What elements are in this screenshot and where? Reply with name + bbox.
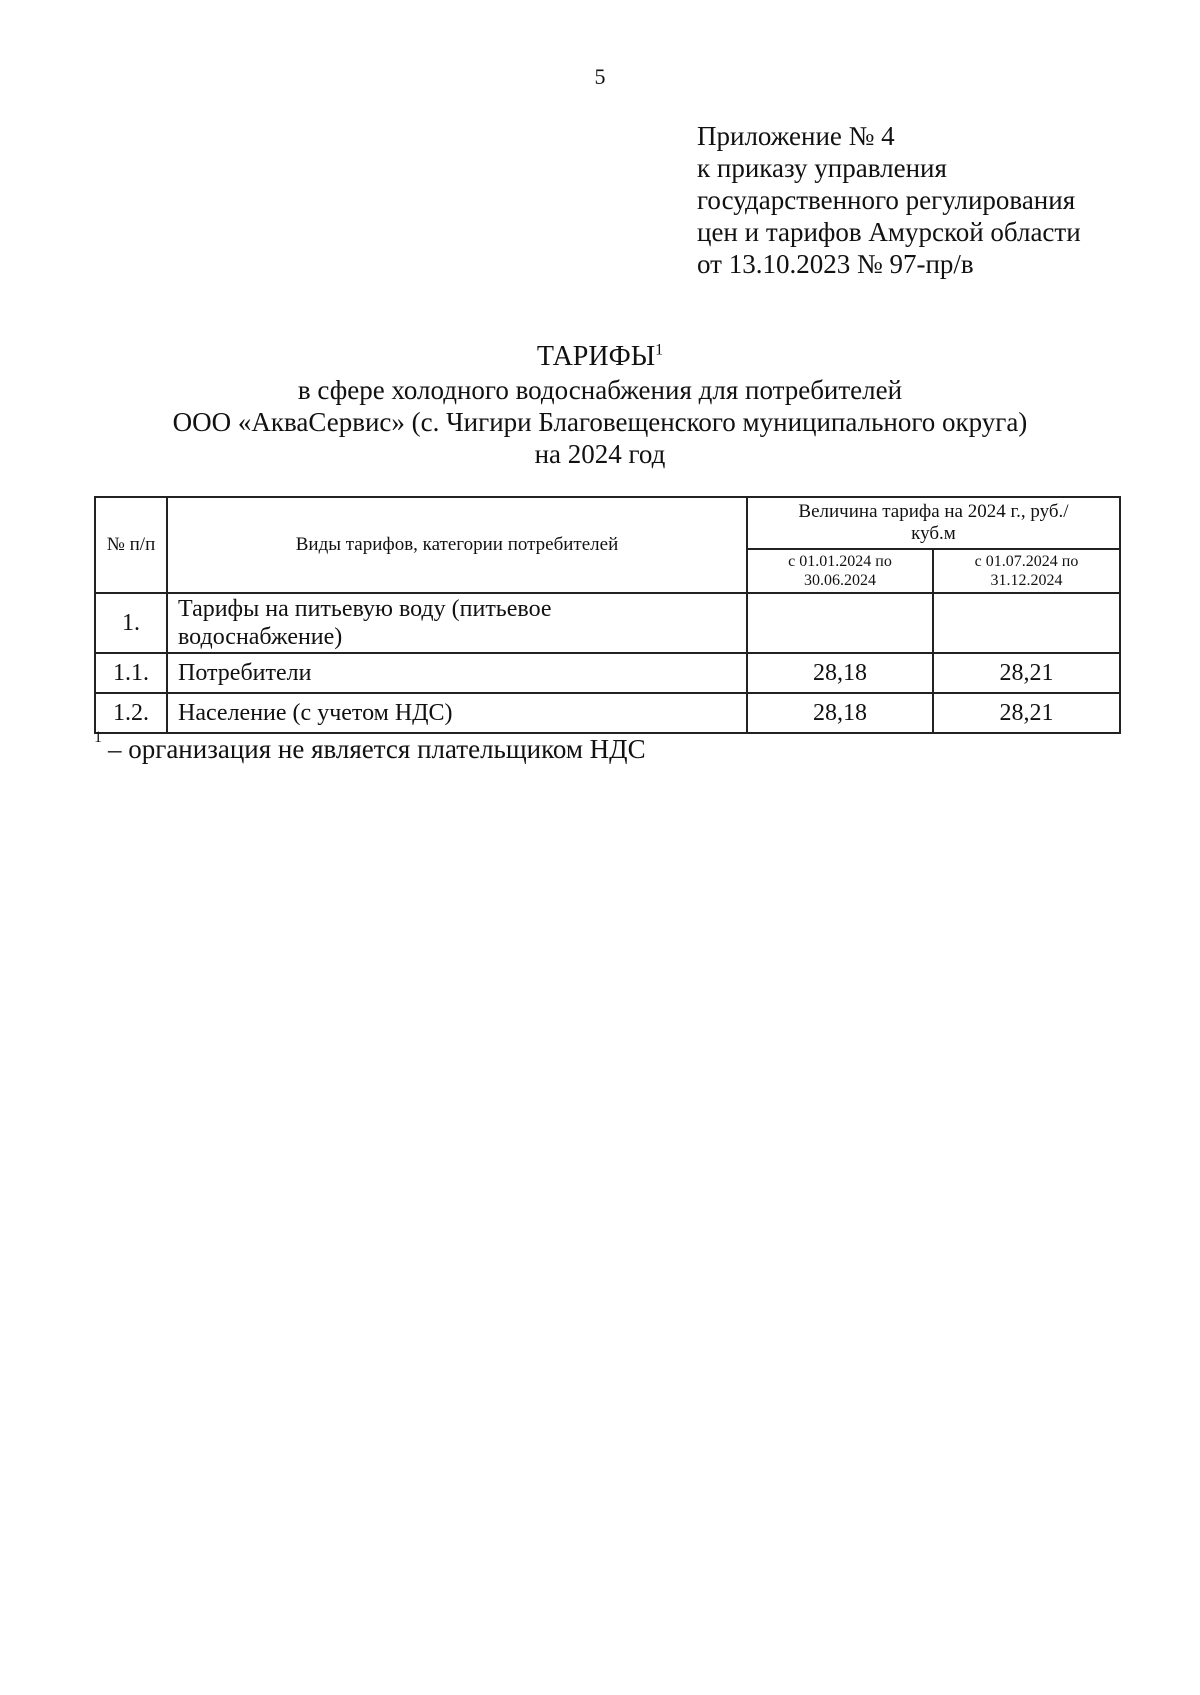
tariff-table — [94, 496, 1121, 734]
appendix-block — [697, 120, 1177, 280]
row-value-1: 28,18 — [747, 693, 933, 733]
row-value-2: 28,21 — [933, 693, 1120, 733]
row-value-1 — [747, 593, 933, 653]
footnote — [94, 728, 1144, 765]
header-name: Виды тарифов, категории потребителей — [167, 497, 747, 593]
title-main — [0, 340, 1200, 374]
title-line-2: ООО «АкваСервис» (с. Чигири Благовещенского муниципального округа) — [172, 407, 1028, 437]
header-period-2: с 01.07.2024 по 31.12.2024 — [933, 549, 1120, 593]
footnote-text: – организация не является плательщиком НДС — [108, 734, 646, 764]
row-num: 1. — [95, 593, 167, 653]
table-row — [95, 653, 1120, 693]
header-period-1: с 01.01.2024 по 30.06.2024 — [747, 549, 933, 593]
row-name: Потребители — [167, 653, 747, 693]
row-name: Тарифы на питьевую воду (питьевое водоснабжение) — [167, 593, 747, 653]
header-value-group: Величина тарифа на 2024 г., руб./куб.м — [747, 497, 1120, 549]
appendix-line: Приложение № 4 — [697, 121, 895, 151]
row-value-2 — [933, 593, 1120, 653]
row-name: Население (с учетом НДС) — [167, 693, 747, 733]
title-line-3: на 2024 год — [534, 439, 666, 469]
header-num: № п/п — [95, 497, 167, 593]
page-number: 5 — [594, 64, 606, 89]
table-row — [95, 693, 1120, 733]
footnote-mark: 1 — [94, 729, 102, 746]
appendix-line: государственного регулирования — [697, 185, 1076, 215]
row-value-1: 28,18 — [747, 653, 933, 693]
row-value-2: 28,21 — [933, 653, 1120, 693]
appendix-line: от 13.10.2023 № 97-пр/в — [697, 249, 974, 279]
appendix-line: к приказу управления — [697, 153, 947, 183]
table-row — [95, 593, 1120, 653]
title-footnote-mark: 1 — [655, 341, 664, 359]
document-title — [0, 340, 1200, 470]
title-text: ТАРИФЫ — [536, 341, 656, 372]
title-line-1: в сфере холодного водоснабжения для потребителей — [297, 375, 903, 405]
row-num: 1.1. — [95, 653, 167, 693]
appendix-line: цен и тарифов Амурской области — [697, 217, 1081, 247]
row-num: 1.2. — [95, 693, 167, 733]
